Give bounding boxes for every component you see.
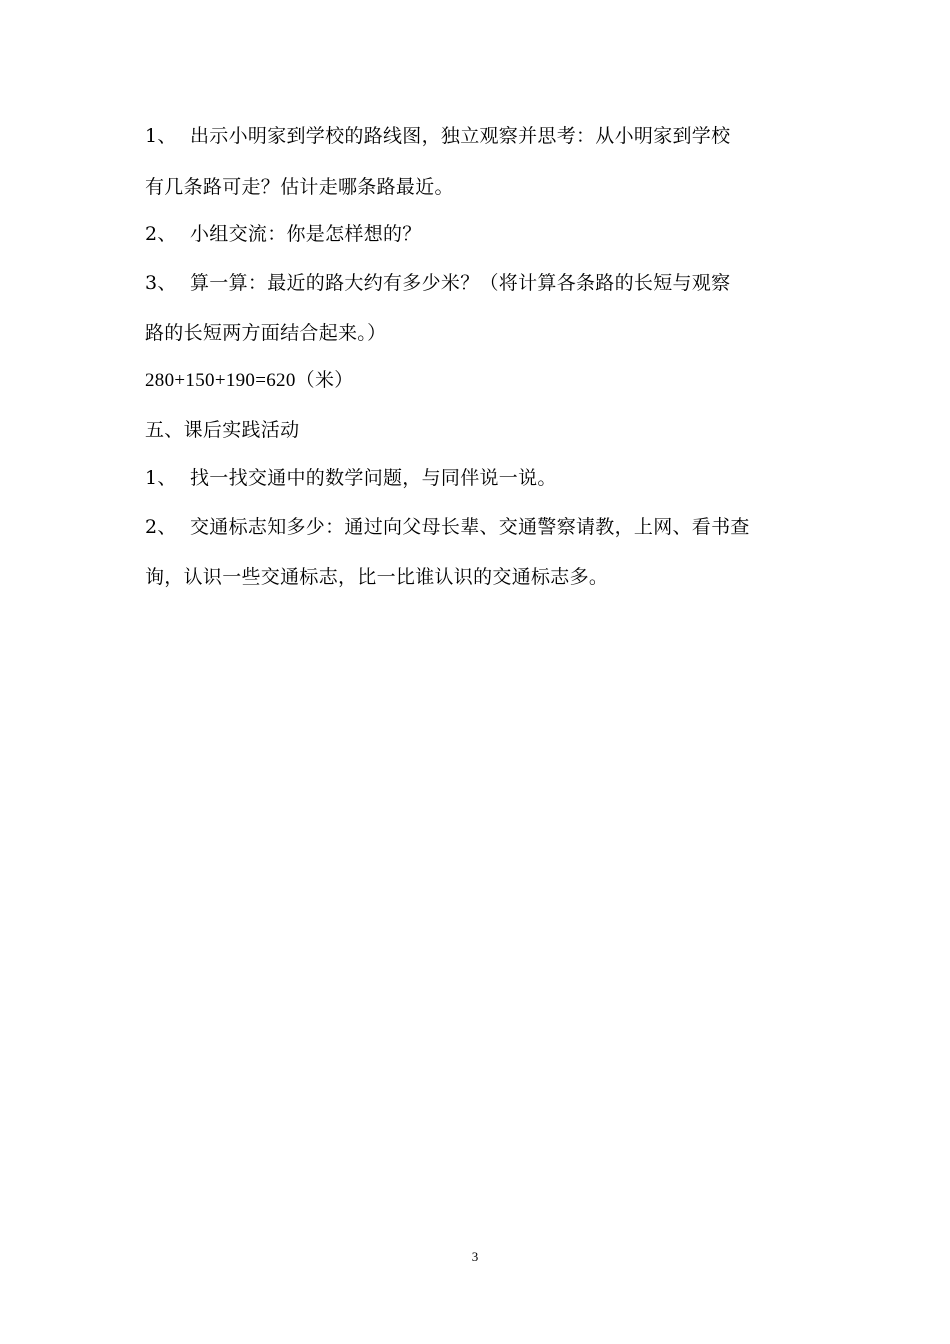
calculation-text: 280+150+190=620（米） — [145, 370, 354, 391]
heading-text: 五、课后实践活动 — [145, 419, 300, 441]
page-number: 3 — [471, 1249, 479, 1264]
step-text: 找一找交通中的数学问题，与同伴说一说。 — [190, 467, 557, 489]
step-number: 3、 — [145, 272, 177, 294]
activity-1-line — [145, 466, 557, 490]
step-number: 2、 — [145, 223, 177, 245]
continuation-text: 询，认识一些交通标志，比一比谁认识的交通标志多。 — [145, 566, 609, 588]
step-1-line-2 — [145, 175, 454, 199]
step-number: 2、 — [145, 516, 177, 538]
step-3-line-2 — [145, 321, 386, 345]
continuation-text: 路的长短两方面结合起来。） — [145, 322, 387, 344]
step-text: 出示小明家到学校的路线图，独立观察并思考：从小明家到学校 — [190, 125, 731, 147]
step-2-line — [145, 222, 422, 246]
activity-2-line-2 — [145, 565, 608, 589]
step-1-line-1 — [145, 124, 730, 148]
step-number: 1、 — [145, 467, 177, 489]
section-heading — [145, 418, 299, 442]
step-text: 小组交流：你是怎样想的？ — [190, 223, 422, 245]
step-number: 1、 — [145, 125, 177, 147]
step-text: 算一算：最近的路大约有多少米？（将计算各条路的长短与观察 — [190, 272, 731, 294]
calculation-line — [145, 369, 354, 393]
activity-2-line-1 — [145, 515, 750, 539]
step-text: 交通标志知多少：通过向父母长辈、交通警察请教，上网、看书查 — [190, 516, 750, 538]
continuation-text: 有几条路可走？估计走哪条路最近。 — [145, 176, 454, 198]
step-3-line-1 — [145, 271, 730, 295]
